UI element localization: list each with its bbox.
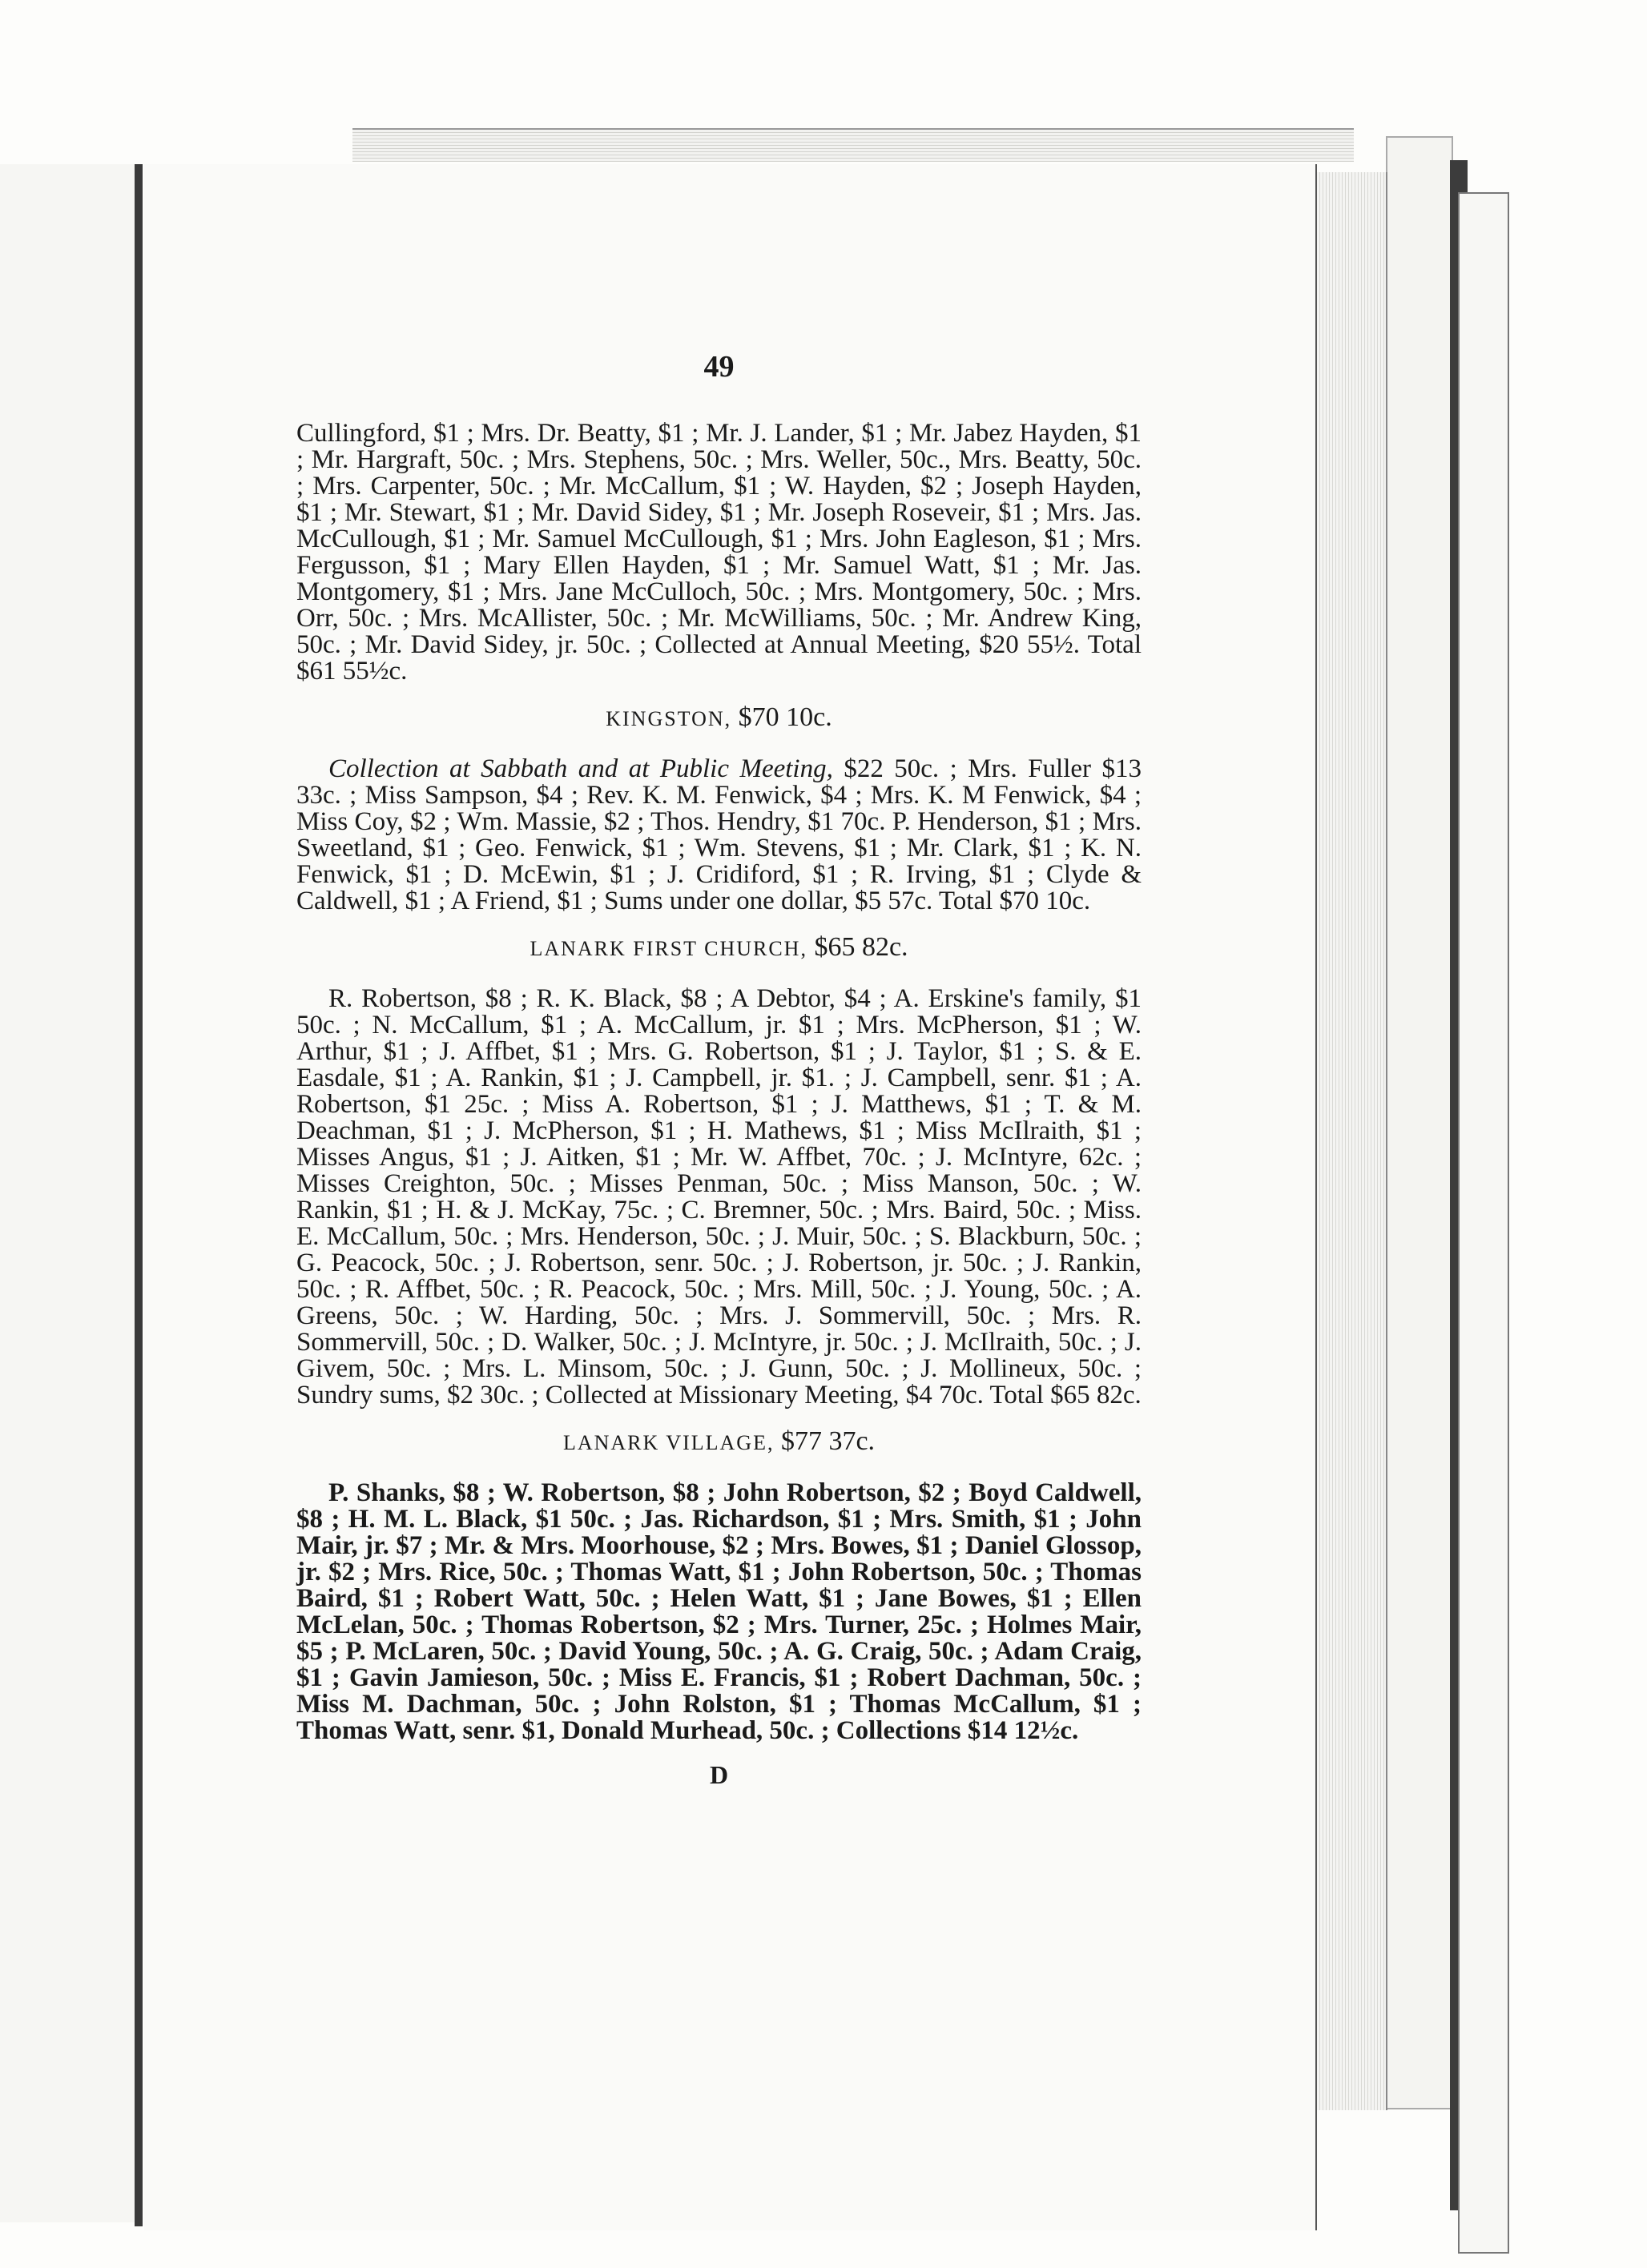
page-number: 49 xyxy=(703,350,735,384)
page-block-fore-edge xyxy=(1314,172,1387,2110)
section-heading-label: LANARK FIRST CHURCH, xyxy=(530,937,807,960)
book-cover-edge xyxy=(1386,136,1453,2109)
section-heading-amount: $70 10c. xyxy=(738,702,832,732)
back-board xyxy=(1458,192,1509,2254)
page-block-top-edge xyxy=(352,128,1354,162)
lanark-first-church-paragraph: R. Robertson, $8 ; R. K. Black, $8 ; A Debtor, $4 ; A. Erskine's family, $1 50c. ; N. McCallum, $1 ; A. McCallum, jr. $1 ; Mrs. McPherson, $1 ; W. Arthur, $1 ; J. Affbet, $1 ; Mrs. G. Robertson, $1 ; J. Taylor, $1 ; S. & E. Easdale, $1 ; A. Rankin, $1 ; J. Campbell, jr. $1. ; J. Campbell, senr. $1 ; A. Robertson, $1 25c. ; Miss A. Robertson, $1 ; J. Matthews, $1 ; T. & M. Deachman, $1 ; J. McPherson, $1 ; H. Mathews, $1 ; Miss McIlraith, $1 ; Misses Angus, $1 ; J. Aitken, $1 ; Mr. W. Affbet, 70c. ; J. McIntyre, 62c. ; Misses Creighton, 50c. ; Misses Penman, 50c. ; Miss Manson, 50c. ; W. Rankin, $1 ; H. & J. McKay, 75c. ; C. Bremner, 50c. ; Mrs. Baird, 50c. ; Miss. E. McCallum, 50c. ; Mrs. Henderson, 50c. ; J. Muir, 50c. ; S. Blackburn, 50c. ; G. Peacock, 50c. ; J. Robertson, senr. 50c. ; J. Robertson, jr. 50c. ; J. Rankin, 50c. ; R. Affbet, 50c. ; R. Peacock, 50c. ; Mrs. Mill, 50c. ; J. Young, 50c. ; A. Greens, 50c. ; W. Harding, 50c. ; Mrs. J. Sommervill, 50c. ; Mrs. R. Sommervill, 50c. ; D. Walker, 50c. ; J. McIntyre, jr. 50c. ; J. McIlraith, 50c. ; J. Givem, 50c. ; Mrs. L. Minsom, 50c. ; J. Gunn, 50c. ; J. Mollineux, 50c. ; Sundry sums, $2 30c. ; Collected at Missionary Meeting, $4 70c. Total $65 82c. xyxy=(296,984,1142,1409)
section-heading-kingston xyxy=(296,704,1142,732)
previous-page-edge xyxy=(0,164,138,2222)
section-heading-label: LANARK VILLAGE, xyxy=(562,1431,775,1454)
section-heading-amount: $65 82c. xyxy=(814,932,908,962)
gutter-shadow xyxy=(135,164,143,2226)
section-heading-lanark-village xyxy=(296,1428,1142,1456)
lanark-village-paragraph: P. Shanks, $8 ; W. Robertson, $8 ; John Robertson, $2 ; Boyd Caldwell, $8 ; H. M. L. Black, $1 50c. ; Jas. Richardson, $1 ; Mrs. Smith, $1 ; John Mair, jr. $7 ; Mr. & Mrs. Moorhouse, $2 ; Mrs. Bowes, $1 ; Daniel Glossop, jr. $2 ; Mrs. Rice, 50c. ; Thomas Watt, $1 ; John Robertson, 50c. ; Thomas Baird, $1 ; Robert Watt, 50c. ; Helen Watt, $1 ; Jane Bowes, $1 ; Ellen McLelan, 50c. ; Thomas Robertson, $2 ; Mrs. Turner, 25c. ; Holmes Mair, $5 ; P. McLaren, 50c. ; David Young, 50c. ; A. G. Craig, 50c. ; Adam Craig, $1 ; Gavin Jamieson, 50c. ; Miss E. Francis, $1 ; Robert Dachman, 50c. ; Miss M. Dachman, 50c. ; John Rolston, $1 ; Thomas McCallum, $1 ; Thomas Watt, senr. $1, Donald Murhead, 50c. ; Collections $14 12½c. xyxy=(296,1478,1142,1745)
kingston-paragraph xyxy=(296,756,1142,915)
page-text xyxy=(296,320,1142,1788)
continued-paragraph: Cullingford, $1 ; Mrs. Dr. Beatty, $1 ; Mr. J. Lander, $1 ; Mr. Jabez Hayden, $1 ; Mr. Hargraft, 50c. ; Mrs. Stephens, 50c. ; Mrs. Weller, 50c., Mrs. Beatty, 50c. ; Mrs. Carpenter, 50c. ; Mr. McCallum, $1 ; W. Hayden, $2 ; Joseph Hayden, $1 ; Mr. Stewart, $1 ; Mr. David Sidey, $1 ; Mr. Joseph Roseveir, $1 ; Mrs. Jas. McCullough, $1 ; Mr. Samuel McCullough, $1 ; Mrs. John Eagleson, $1 ; Mrs. Fergusson, $1 ; Mary Ellen Hayden, $1 ; Mr. Samuel Watt, $1 ; Mr. Jas. Montgomery, $1 ; Mrs. Jane McCulloch, 50c. ; Mrs. Montgomery, 50c. ; Mrs. Orr, 50c. ; Mrs. McAllister, 50c. ; Mr. McWilliams, 50c. ; Mr. Andrew King, 50c. ; Mr. David Sidey, jr. 50c. ; Collected at Annual Meeting, $20 55½. Total $61 55½c. xyxy=(296,419,1142,686)
kingston-lead: Collection at Sabbath and at Public Meeting, xyxy=(328,754,833,783)
kingston-text: $22 50c. ; Mrs. Fuller $13 33c. ; Miss Sampson, $4 ; Rev. K. M. Fenwick, $4 ; Mrs. K. M Fenwick, $4 ; Miss Coy, $2 ; Wm. Massie, $2 ; Thos. Hendry, $1 70c. P. Henderson, $1 ; Mrs. Sweetland, $1 ; Geo. Fenwick, $1 ; Wm. Stevens, $1 ; Mr. Clark, $1 ; K. N. Fenwick, $1 ; D. McEwin, $1 ; J. Cridiford, $1 ; R. Irving, $1 ; Clyde & Caldwell, $1 ; A Friend, $1 ; Sums under one dollar, $5 57c. Total $70 10c. xyxy=(296,754,1142,915)
section-heading-lanark-first-church xyxy=(296,934,1142,962)
section-heading-amount: $77 37c. xyxy=(780,1426,876,1456)
section-heading-label: KINGSTON, xyxy=(606,707,732,730)
signature-mark: D xyxy=(709,1760,729,1789)
